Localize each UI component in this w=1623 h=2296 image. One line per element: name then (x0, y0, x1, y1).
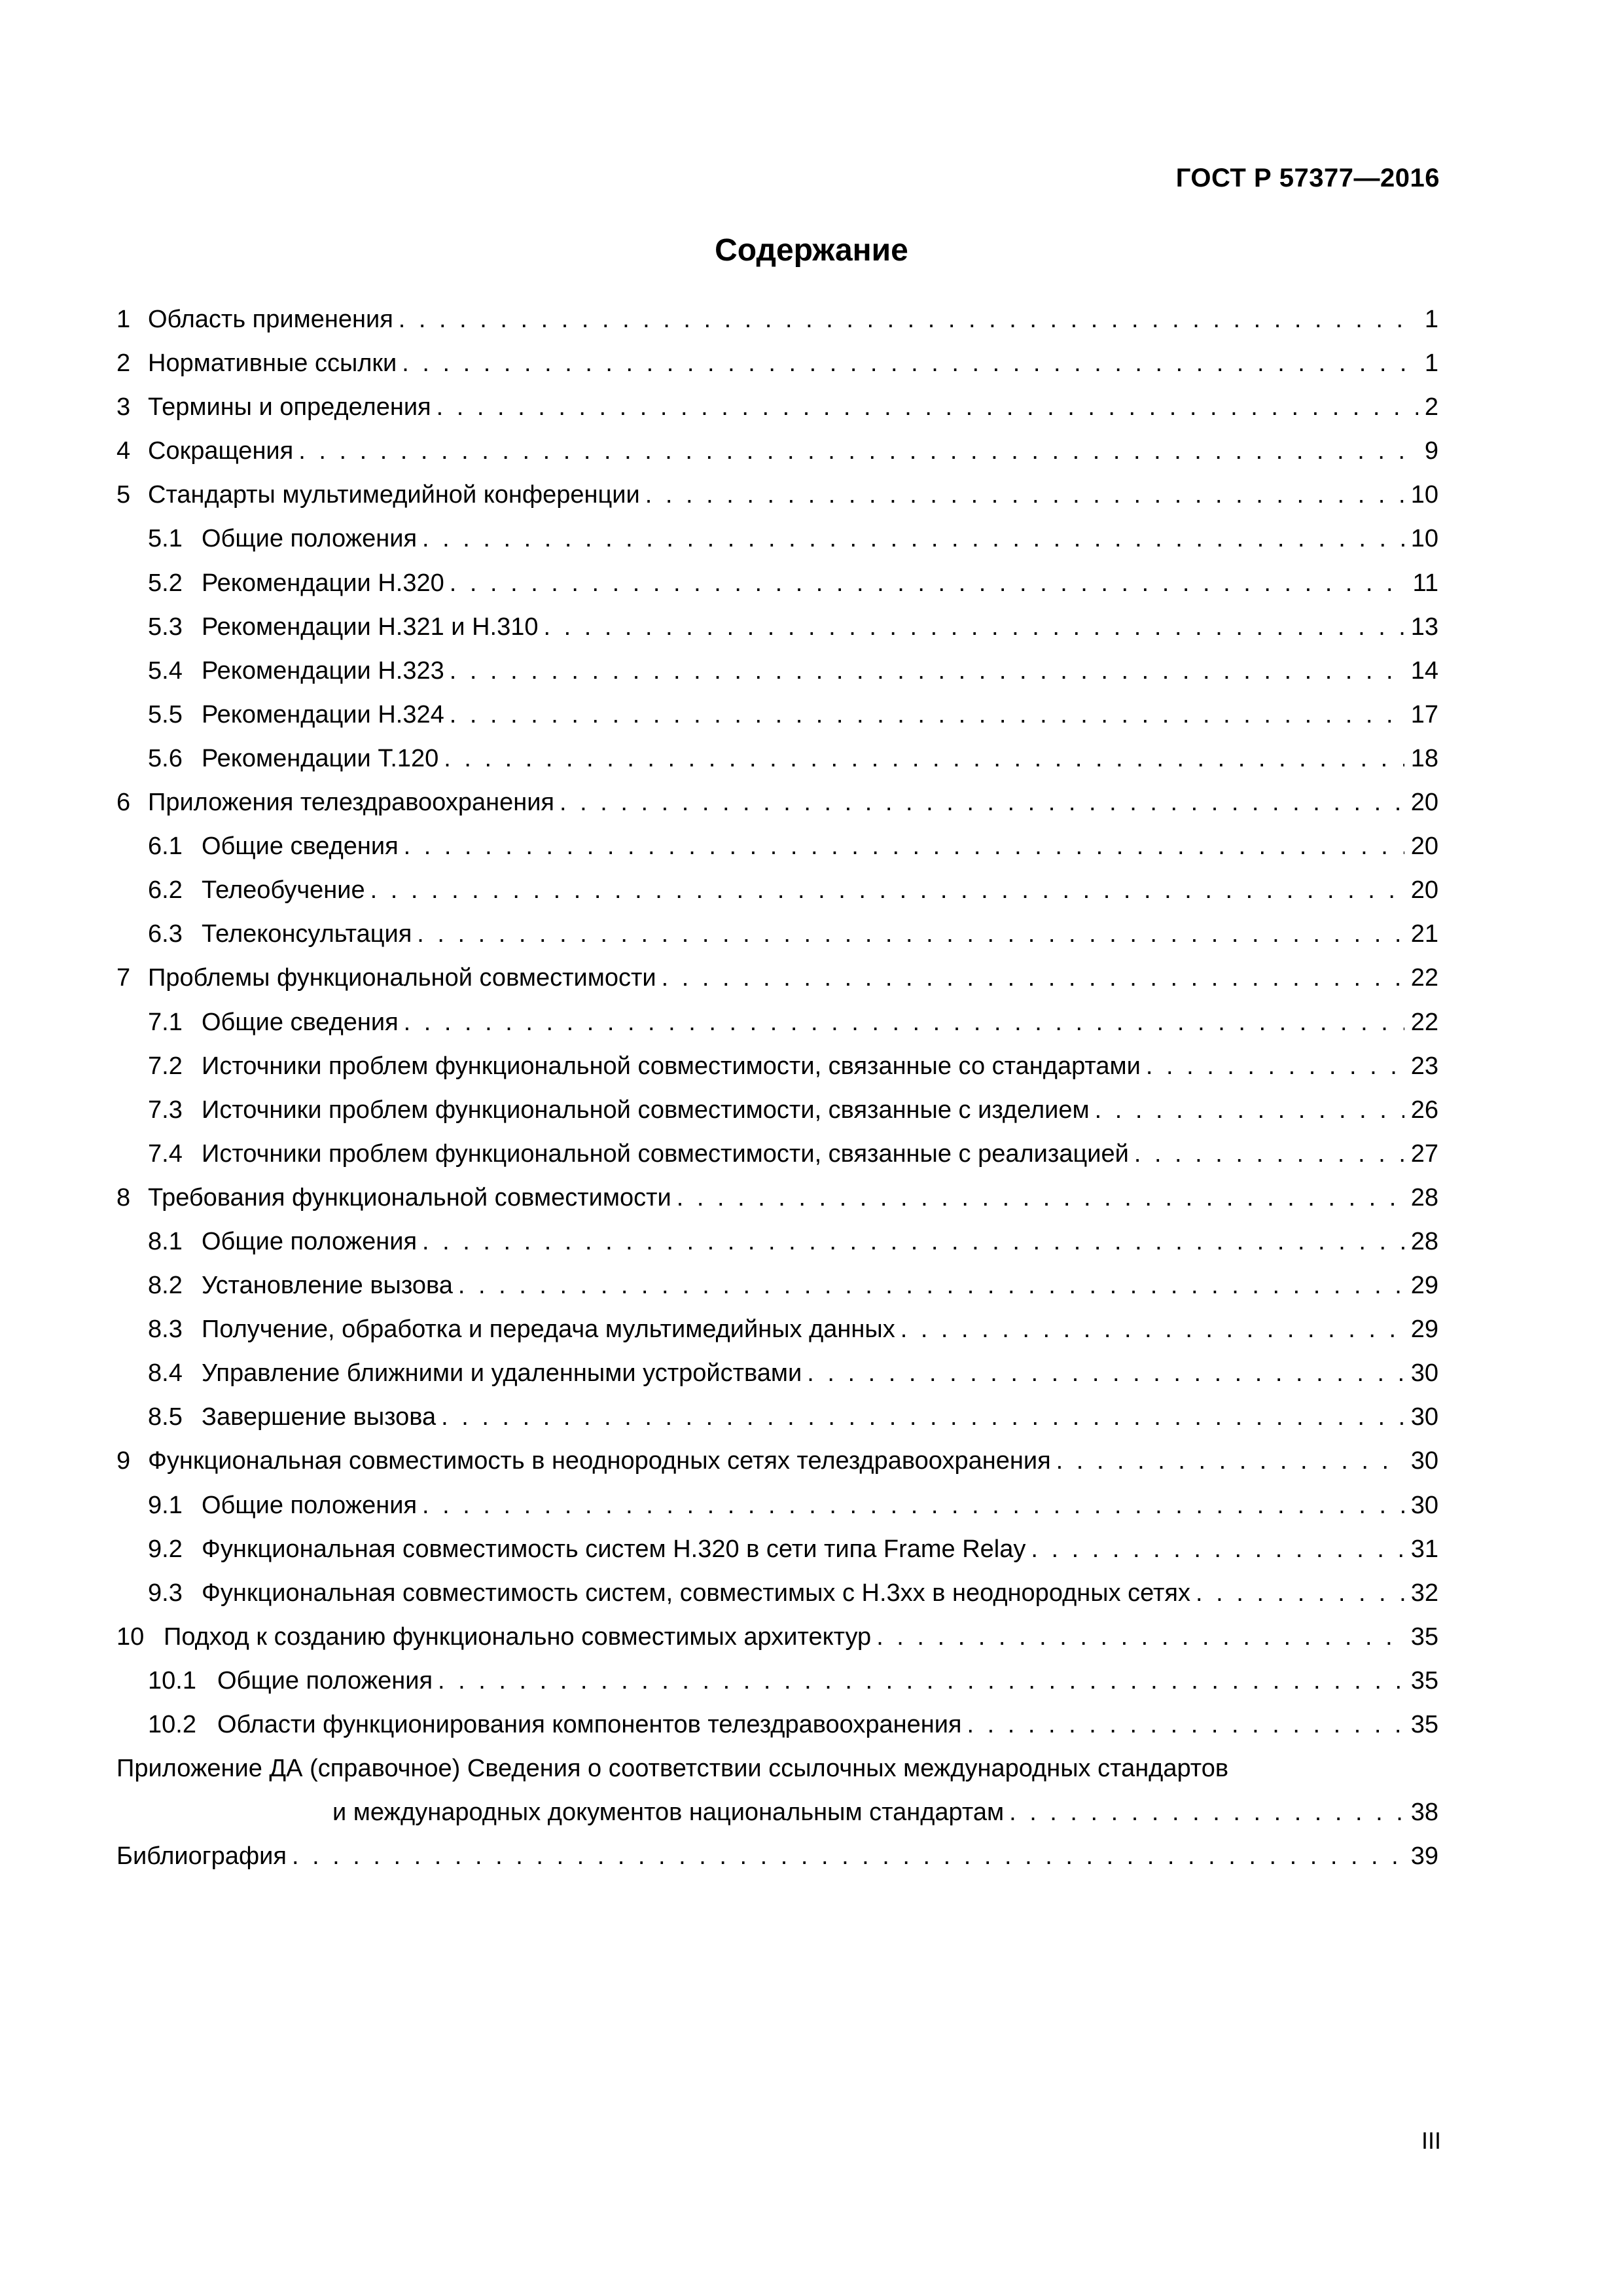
dot-leader (444, 737, 1404, 781)
toc-entry-page: 35 (1410, 1666, 1438, 1695)
toc-entry-8-2[interactable] (116, 1264, 1438, 1308)
toc-entry-title: Нормативные ссылки (148, 350, 397, 378)
toc-entry-title: Общие положения (202, 1227, 418, 1255)
toc-entry-title: Области функционирования компонентов телездравоохранения (217, 1711, 962, 1738)
dot-leader (437, 386, 1418, 429)
toc-entry-title: Завершение вызова (202, 1403, 437, 1431)
toc-entry-title: Рекомендации H.324 (202, 700, 444, 728)
toc-entry-page: 2 (1424, 393, 1438, 422)
toc-entry-number: 7 (116, 964, 131, 992)
toc-entry-page: 30 (1410, 1403, 1438, 1431)
toc-entry-number: 4 (116, 437, 131, 465)
dot-leader (402, 342, 1418, 386)
toc-entry-title: Телеконсультация (202, 920, 412, 948)
toc-entry-page: 22 (1410, 964, 1438, 992)
toc-entry-title: Сокращения (148, 437, 294, 465)
dot-leader (450, 649, 1404, 693)
dot-leader (399, 298, 1418, 342)
dot-leader (450, 693, 1404, 737)
dot-leader (438, 1659, 1404, 1703)
toc-entry-page: 9 (1424, 437, 1438, 465)
toc-entry-number: 5.2 (148, 569, 183, 597)
toc-entry-page: 23 (1410, 1052, 1438, 1080)
toc-entry-title: Функциональная совместимость в неоднородных сетях телездравоохранения (148, 1447, 1051, 1475)
toc-entry-number: 5.4 (148, 656, 183, 685)
dot-leader (645, 473, 1404, 517)
toc-entry-8[interactable] (116, 1176, 1438, 1220)
toc-entry-title: Функциональная совместимость систем, совместимых с H.3xx в неоднородных сетях (202, 1579, 1191, 1607)
toc-entry-page: 14 (1410, 656, 1438, 685)
toc-entry-page: 10 (1410, 525, 1438, 553)
toc-entry-title: Проблемы функциональной совместимости (148, 964, 656, 992)
toc-entry-title: Термины и определения (148, 393, 431, 422)
dot-leader (292, 1835, 1404, 1878)
toc-entry-5-2[interactable] (116, 562, 1438, 605)
toc-entry-number: 5.6 (148, 744, 183, 772)
dot-leader (1009, 1791, 1404, 1835)
toc-entry-title: Источники проблем функциональной совместимости, связанные с реализацией (202, 1139, 1129, 1168)
toc-entry-8-1[interactable] (116, 1220, 1438, 1264)
toc-entry-page: 20 (1410, 876, 1438, 905)
toc-entry-7-3[interactable] (116, 1088, 1438, 1132)
toc-entry-title: Функциональная совместимость систем H.320 в сети типа Frame Relay (202, 1535, 1026, 1563)
toc-entry-page: 21 (1410, 920, 1438, 948)
toc-entry-number: 6.1 (148, 833, 183, 861)
toc-entry-number: 10.2 (148, 1711, 196, 1738)
dot-leader (876, 1615, 1404, 1659)
document-code: ГОСТ Р 57377—2016 (1175, 164, 1440, 192)
dot-leader (1146, 1045, 1404, 1088)
toc-entry-title: Общие сведения (202, 833, 399, 861)
toc-entry-5[interactable] (116, 473, 1438, 517)
toc-entry-page: 32 (1410, 1579, 1438, 1607)
toc-entry-5-4[interactable] (116, 649, 1438, 693)
dot-leader (441, 1395, 1404, 1439)
toc-entry-number: 9 (116, 1447, 131, 1475)
dot-leader (807, 1352, 1404, 1395)
toc-entry-number: 3 (116, 393, 131, 422)
dot-leader (1095, 1088, 1404, 1132)
toc-entry-page: 17 (1410, 700, 1438, 728)
toc-entry-page: 28 (1410, 1227, 1438, 1255)
dot-leader (404, 825, 1404, 869)
dot-leader (422, 1220, 1404, 1264)
toc-entry-number: 8.2 (148, 1272, 183, 1300)
toc-entry-title: Область применения (148, 306, 393, 333)
toc-entry-title: Общие положения (217, 1666, 433, 1695)
toc-entry-page: 35 (1410, 1711, 1438, 1738)
dot-leader (450, 562, 1406, 605)
toc-entry-9[interactable] (116, 1439, 1438, 1483)
toc-entry-title: Стандарты мультимедийной конференции (148, 481, 640, 509)
toc-entry-3[interactable] (116, 386, 1438, 429)
toc-entry-bibliography[interactable] (116, 1835, 1438, 1878)
dot-leader (1196, 1571, 1404, 1615)
toc-entry-6-3[interactable] (116, 912, 1438, 956)
toc-entry-title: Рекомендации H.320 (202, 569, 444, 597)
appendix-title-line-2: и международных документов национальным стандартам (332, 1799, 1005, 1827)
toc-entry-page: 28 (1410, 1183, 1438, 1211)
dot-leader (298, 429, 1418, 473)
toc-entry-appendix[interactable] (116, 1747, 1438, 1835)
toc-entry-title: Источники проблем функциональной совместимости, связанные с изделием (202, 1096, 1090, 1124)
toc-entry-page: 29 (1410, 1316, 1438, 1344)
toc-entry-7-1[interactable] (116, 1001, 1438, 1045)
toc-entry-page: 31 (1410, 1535, 1438, 1563)
toc-entry-page: 30 (1410, 1359, 1438, 1388)
toc-entry-title: Управление ближними и удаленными устройствами (202, 1359, 802, 1388)
toc-entry-number: 10 (116, 1623, 145, 1651)
toc-entry-page: 39 (1410, 1842, 1438, 1871)
toc-entry-10-1[interactable] (116, 1659, 1438, 1703)
toc-entry-10-2[interactable] (116, 1703, 1438, 1747)
toc-entry-title: Подход к созданию функционально совместимых архитектур (164, 1623, 872, 1651)
toc-entry-page: 30 (1410, 1447, 1438, 1475)
toc-entry-8-4[interactable] (116, 1352, 1438, 1395)
toc-entry-5-6[interactable] (116, 737, 1438, 781)
toc-entry-title: Библиография (116, 1842, 287, 1871)
toc-entry-7-2[interactable] (116, 1045, 1438, 1088)
toc-entry-6-2[interactable] (116, 869, 1438, 912)
toc-entry-1[interactable] (116, 298, 1438, 342)
toc-entry-number: 9.3 (148, 1579, 183, 1607)
toc-entry-title: Приложения телездравоохранения (148, 789, 555, 817)
toc-entry-2[interactable] (116, 342, 1438, 386)
toc-entry-page: 1 (1424, 306, 1438, 333)
dot-leader (677, 1176, 1404, 1220)
dot-leader (404, 1001, 1404, 1045)
toc-entry-number: 7.3 (148, 1096, 183, 1124)
toc-entry-page: 20 (1410, 789, 1438, 817)
toc-entry-page: 26 (1410, 1096, 1438, 1124)
toc-entry-page: 38 (1410, 1799, 1438, 1827)
toc-entry-8-3[interactable] (116, 1308, 1438, 1352)
toc-entry-title: Установление вызова (202, 1272, 453, 1300)
toc-entry-page: 35 (1410, 1623, 1438, 1651)
toc-entry-title: Источники проблем функциональной совместимости, связанные со стандартами (202, 1052, 1141, 1080)
toc-entry-page: 13 (1410, 613, 1438, 641)
toc-entry-6-1[interactable] (116, 825, 1438, 869)
dot-leader (458, 1264, 1404, 1308)
dot-leader (1134, 1132, 1404, 1176)
toc-entry-number: 7.2 (148, 1052, 183, 1080)
toc-entry-number: 8.4 (148, 1359, 183, 1388)
toc-entry-title: Рекомендации H.321 и H.310 (202, 613, 539, 641)
toc-entry-number: 7.1 (148, 1008, 183, 1036)
toc-entry-page: 20 (1410, 833, 1438, 861)
toc-entry-number: 10.1 (148, 1666, 196, 1695)
toc-entry-number: 5.5 (148, 700, 183, 728)
dot-leader (417, 912, 1404, 956)
toc-entry-page: 27 (1410, 1139, 1438, 1168)
toc-entry-9-1[interactable] (116, 1484, 1438, 1528)
toc-entry-page: 30 (1410, 1491, 1438, 1519)
toc-entry-page: 18 (1410, 744, 1438, 772)
toc-entry-title: Общие положения (202, 525, 418, 553)
toc-entry-number: 6 (116, 789, 131, 817)
dot-leader (370, 869, 1404, 912)
dot-leader (967, 1703, 1404, 1747)
toc-entry-8-5[interactable] (116, 1395, 1438, 1439)
toc-entry-6[interactable] (116, 781, 1438, 825)
toc-entry-number: 9.1 (148, 1491, 183, 1519)
toc-entry-number: 5 (116, 481, 131, 509)
toc-entry-number: 1 (116, 306, 131, 333)
toc-entry-title: Общие положения (202, 1491, 418, 1519)
toc-entry-page: 1 (1424, 350, 1438, 378)
toc-entry-number: 6.3 (148, 920, 183, 948)
toc-entry-title: Получение, обработка и передача мультимедийных данных (202, 1316, 895, 1344)
page-number: III (1421, 2127, 1441, 2154)
toc-entry-number: 5.1 (148, 525, 183, 553)
toc-entry-page: 10 (1410, 481, 1438, 509)
toc-entry-title: Требования функциональной совместимости (148, 1183, 671, 1211)
toc-entry-number: 8 (116, 1183, 131, 1211)
toc-entry-title: Рекомендации T.120 (202, 744, 439, 772)
page-title: Содержание (715, 233, 908, 268)
toc-entry-number: 7.4 (148, 1139, 183, 1168)
toc-entry-number: 9.2 (148, 1535, 183, 1563)
toc-entry-title: Телеобучение (202, 876, 365, 905)
toc-entry-number: 8.3 (148, 1316, 183, 1344)
dot-leader (560, 781, 1404, 825)
toc-entry-number: 5.3 (148, 613, 183, 641)
toc-entry-5-3[interactable] (116, 605, 1438, 649)
toc-entry-number: 6.2 (148, 876, 183, 905)
toc-entry-9-2[interactable] (116, 1528, 1438, 1571)
toc-entry-title: Общие сведения (202, 1008, 399, 1036)
dot-leader (1031, 1528, 1404, 1571)
toc-entry-5-5[interactable] (116, 693, 1438, 737)
dot-leader (1056, 1439, 1404, 1483)
toc-entry-7-4[interactable] (116, 1132, 1438, 1176)
toc-entry-10[interactable] (116, 1615, 1438, 1659)
toc-entry-title: Рекомендации H.323 (202, 656, 444, 685)
toc-entry-number: 2 (116, 350, 131, 378)
toc-entry-number: 8.5 (148, 1403, 183, 1431)
appendix-title-line-1: Приложение ДА (справочное) Сведения о соответствии ссылочных международных стандартов (116, 1755, 1229, 1783)
toc-entry-page: 29 (1410, 1272, 1438, 1300)
toc-entry-page: 11 (1412, 569, 1438, 597)
table-of-contents (116, 298, 1438, 1878)
toc-entry-4[interactable] (116, 429, 1438, 473)
toc-entry-page: 22 (1410, 1008, 1438, 1036)
dot-leader (422, 1484, 1404, 1528)
dot-leader (901, 1308, 1404, 1352)
toc-entry-7[interactable] (116, 956, 1438, 1000)
dot-leader (543, 605, 1404, 649)
toc-entry-9-3[interactable] (116, 1571, 1438, 1615)
toc-entry-number: 8.1 (148, 1227, 183, 1255)
dot-leader (662, 956, 1404, 1000)
toc-entry-5-1[interactable] (116, 517, 1438, 561)
dot-leader (422, 517, 1404, 561)
